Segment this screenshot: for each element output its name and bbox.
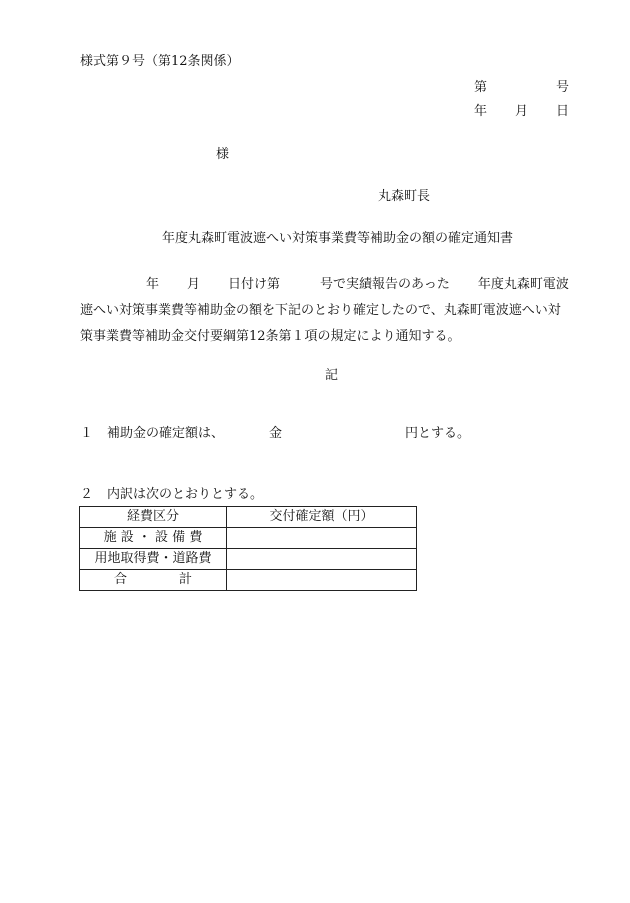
form-label: 様式第９号（第12条関係） xyxy=(80,54,240,69)
item-1-label: 補助金の確定額は、 xyxy=(107,426,225,441)
table-header-row xyxy=(80,507,417,528)
body-year-label: 年 xyxy=(146,277,160,292)
date-month-label: 月 xyxy=(515,104,529,119)
row-category-total: 合 計 xyxy=(80,570,227,591)
table-row xyxy=(80,549,417,570)
doc-number-prefix: 第 xyxy=(474,80,488,95)
date-year-label: 年 xyxy=(474,104,488,119)
body-line-2: 遮へい対策事業費等補助金の額を下記のとおり確定したので、丸森町電波遮へい対 xyxy=(80,303,561,318)
ki-heading: 記 xyxy=(325,368,339,383)
row-amount-facilities xyxy=(227,528,417,549)
row-category-facilities: 施 設 ・ 設 備 費 xyxy=(80,528,227,549)
table-row xyxy=(80,570,417,591)
row-category-land-road: 用地取得費・道路費 xyxy=(80,549,227,570)
body-line-1 xyxy=(80,272,584,298)
item-2-label: 内訳は次のとおりとする。 xyxy=(107,487,264,502)
table-row xyxy=(80,528,417,549)
row-amount-total xyxy=(227,570,417,591)
doc-number-suffix: 号 xyxy=(556,80,570,95)
body-number-text: 号で実績報告のあった xyxy=(320,277,450,292)
item-1-kin: 金 xyxy=(269,426,283,441)
issuer-name: 丸森町長 xyxy=(378,189,431,204)
addressee-suffix: 様 xyxy=(216,147,230,162)
document-title: 年度丸森町電波遮へい対策事業費等補助金の額の確定通知書 xyxy=(162,231,514,246)
header-confirmed-amount: 交付確定額（円） xyxy=(227,507,417,528)
row-amount-land-road xyxy=(227,549,417,570)
body-fiscal-year-text: 年度丸森町電波 xyxy=(477,277,569,292)
body-line-3: 策事業費等補助金交付要綱第12条第１項の規定により通知する。 xyxy=(80,329,461,344)
date-day-label: 日 xyxy=(556,104,570,119)
body-dated-label: 日付け第 xyxy=(228,277,281,292)
breakdown-table xyxy=(79,506,417,591)
body-month-label: 月 xyxy=(187,277,201,292)
item-2-number: ２ xyxy=(80,487,94,502)
header-expense-category: 経費区分 xyxy=(80,507,227,528)
body-paragraph xyxy=(80,272,584,350)
item-1-number: １ xyxy=(80,426,94,441)
item-1-suffix: 円とする。 xyxy=(405,426,471,441)
